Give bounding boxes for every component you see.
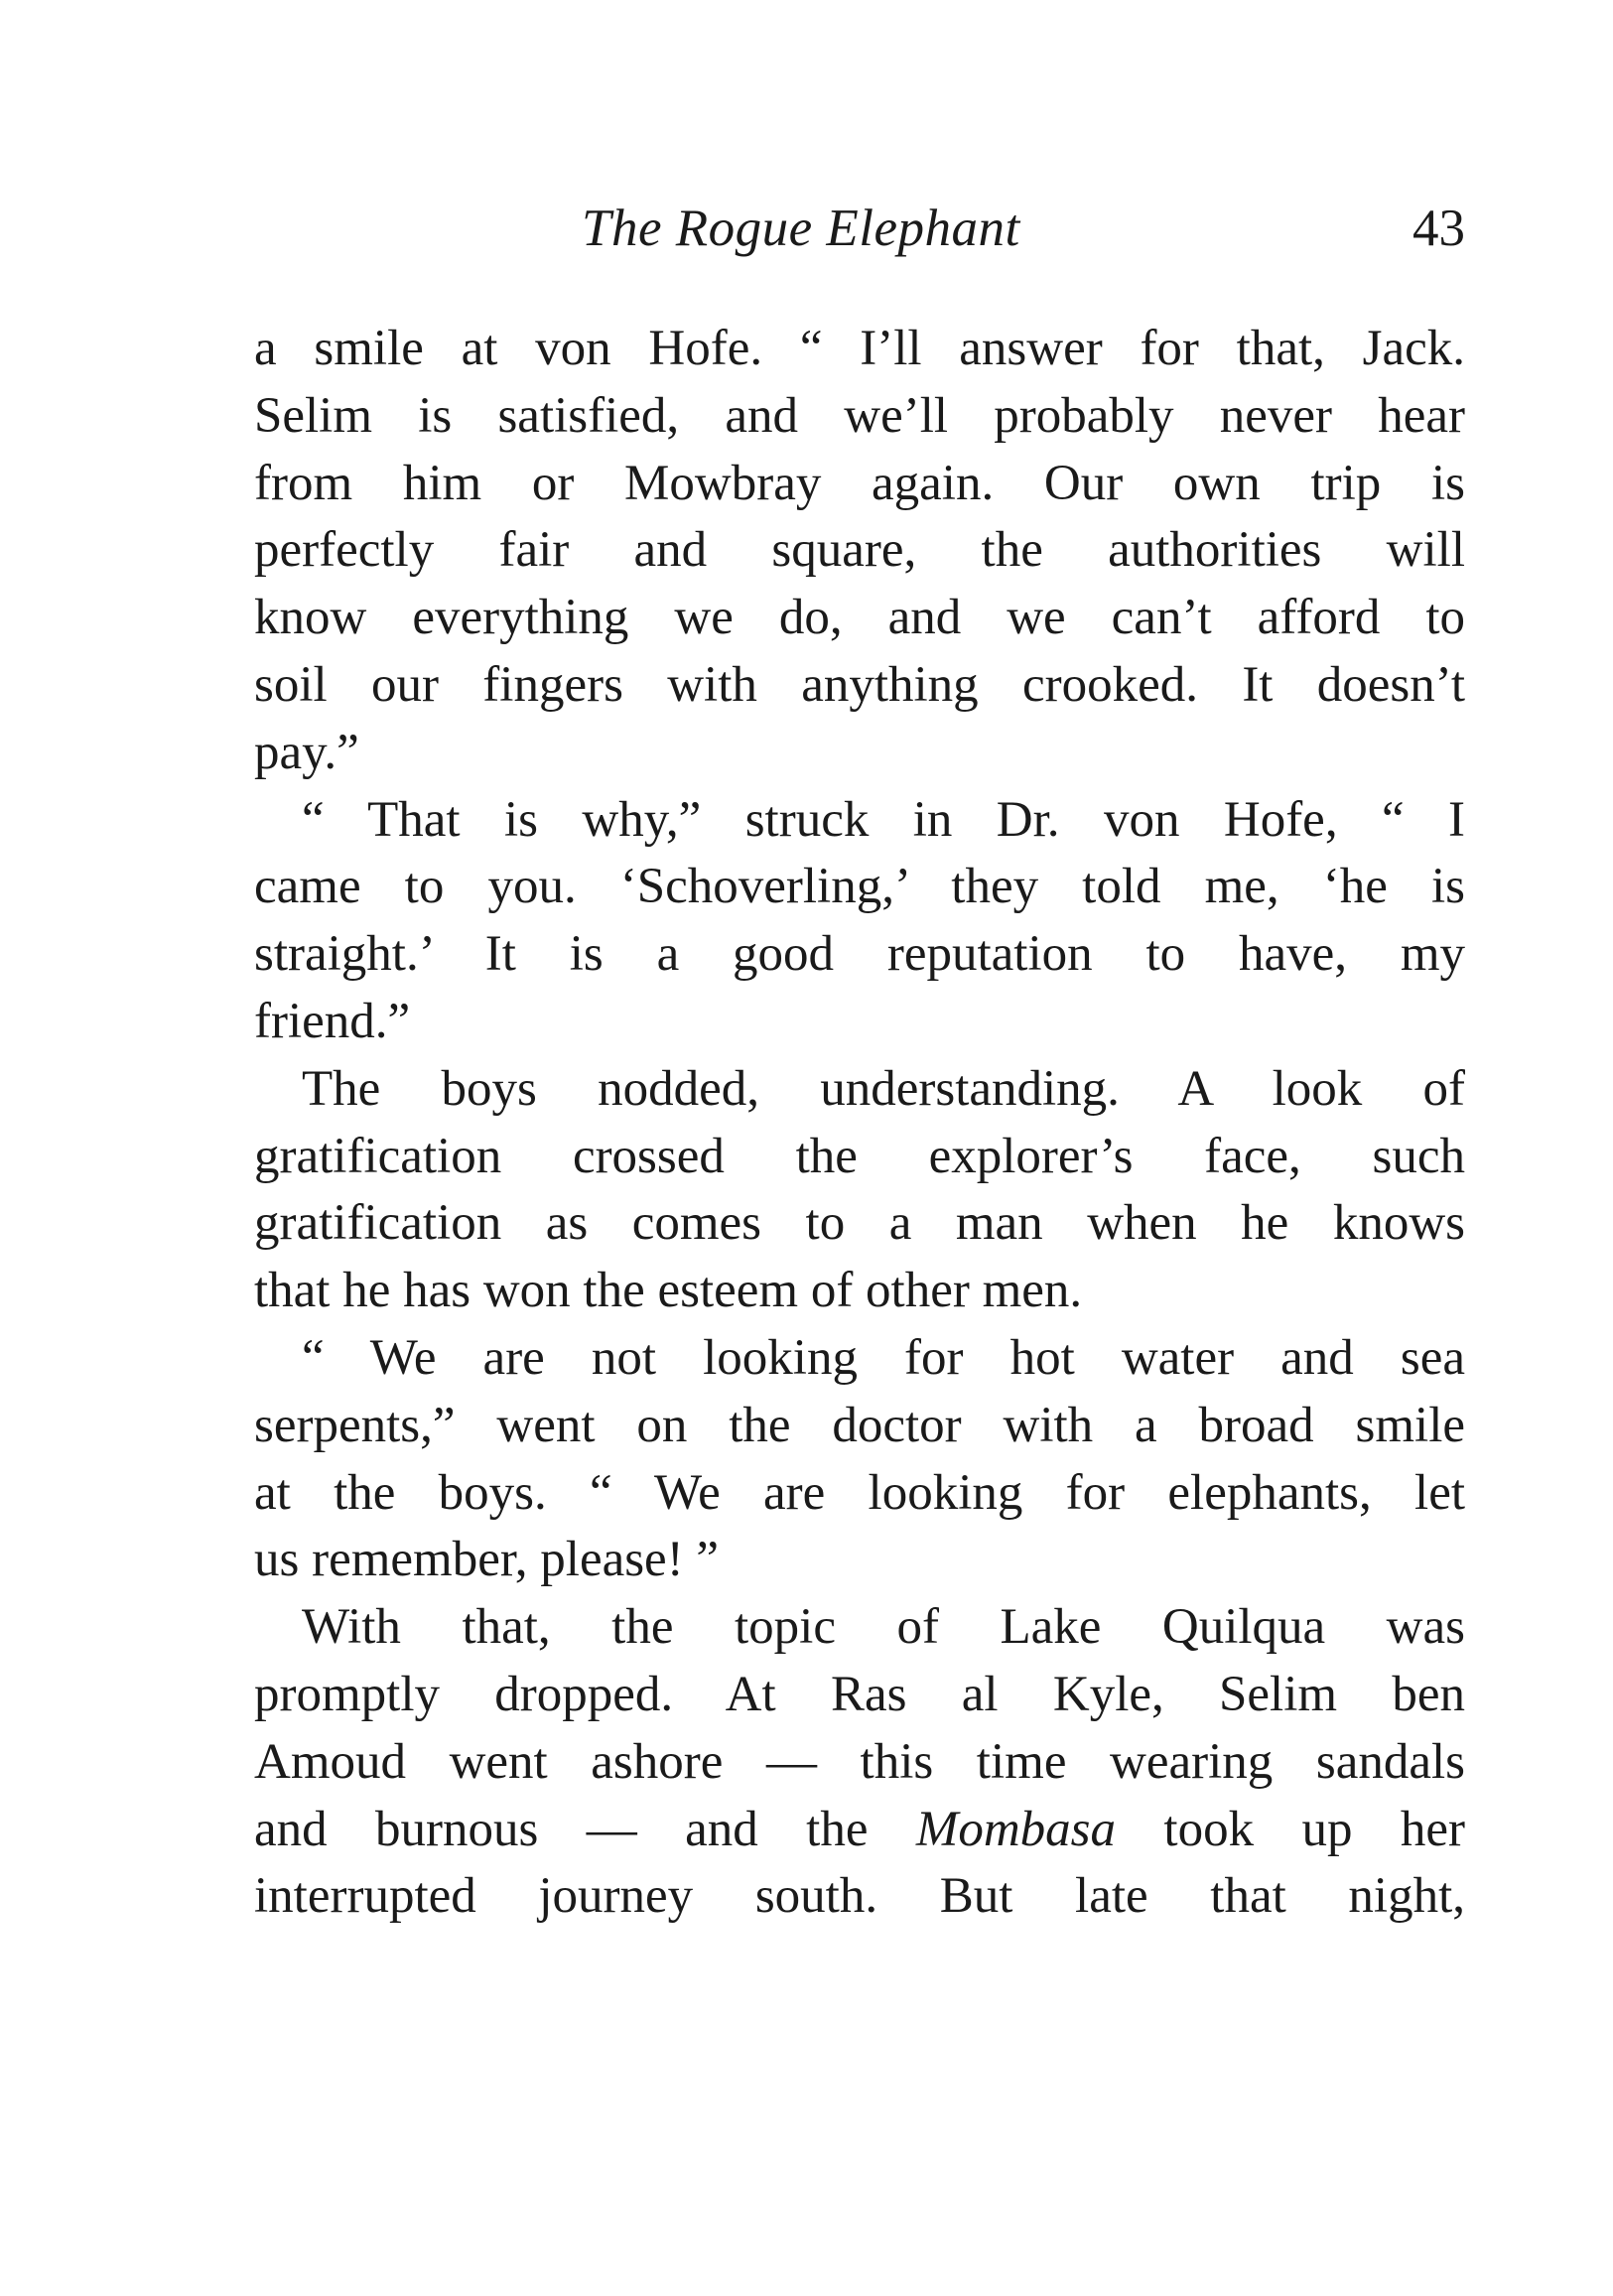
text-line: pay.” — [254, 724, 359, 780]
text-line: gratification crossed the explorer’s face, such — [254, 1128, 1465, 1184]
text-segment: and burnous — and the — [254, 1801, 869, 1857]
text-line: Amoud went ashore — this time wearing sandals — [254, 1733, 1465, 1790]
text-line: came to you. ‘Schoverling,’ they told me, ‘he is — [254, 859, 1465, 915]
ship-name: Mombasa — [915, 1801, 1117, 1857]
text-line: know everything we do, and we can’t afford to — [254, 590, 1465, 646]
text-line: promptly dropped. At Ras al Kyle, Selim ben — [254, 1666, 1465, 1722]
text-line: at the boys. “ We are looking for elephants, let — [254, 1464, 1465, 1521]
text-line: soil our fingers with anything crooked. It doesn’t — [254, 656, 1465, 713]
text-line-with-ship-name — [254, 1797, 1465, 1864]
text-line: Selim is satisfied, and we’ll probably never hear — [254, 387, 1465, 444]
text-line: “ We are not looking for hot water and sea — [302, 1329, 1465, 1386]
text-line: straight.’ It is a good reputation to have, my — [254, 926, 1465, 983]
text-line: “ That is why,” struck in Dr. von Hofe, “ I — [302, 791, 1465, 848]
page-number: 43 — [1412, 200, 1465, 257]
text-line: from him or Mowbray again. Our own trip is — [254, 455, 1465, 511]
text-segment: took up her — [1163, 1801, 1465, 1857]
text-line: perfectly fair and square, the authorities will — [254, 522, 1465, 579]
text-line: that he has won the esteem of other men. — [254, 1263, 1083, 1319]
text-line: serpents,” went on the doctor with a broad smile — [254, 1397, 1465, 1453]
running-head — [254, 199, 1465, 268]
running-title: The Rogue Elephant — [582, 200, 1020, 257]
text-line: a smile at von Hofe. “ I’ll answer for that, Jack. — [254, 321, 1465, 376]
text-line: With that, the topic of Lake Quilqua was — [302, 1599, 1465, 1656]
text-line: interrupted journey south. But late that night, — [254, 1868, 1465, 1925]
text-line: us remember, please! ” — [254, 1532, 720, 1588]
text-line: The boys nodded, understanding. A look of — [302, 1060, 1465, 1117]
body-text — [254, 316, 1465, 1931]
text-line: gratification as comes to a man when he knows — [254, 1195, 1465, 1252]
text-line: friend.” — [254, 993, 411, 1049]
